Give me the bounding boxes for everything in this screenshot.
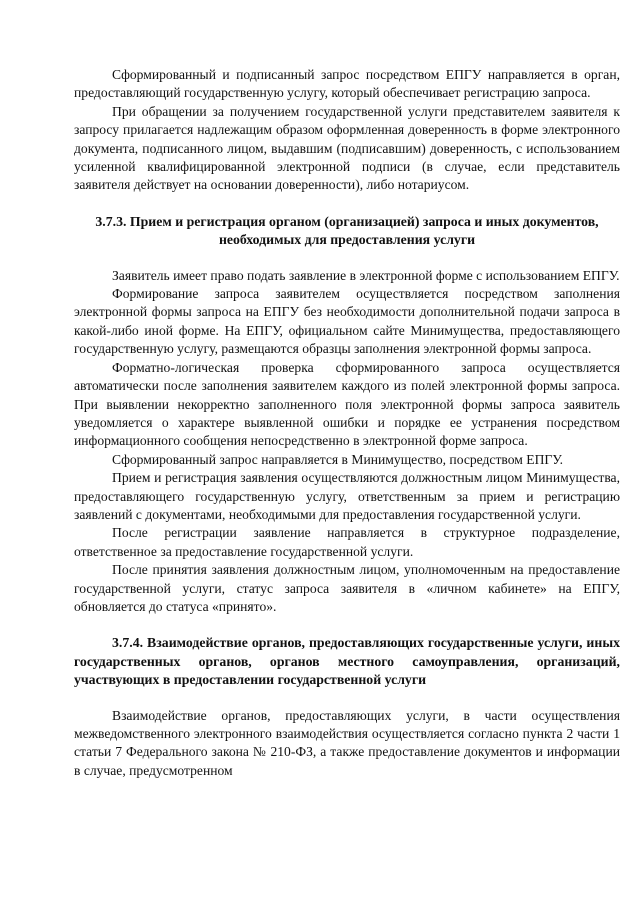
section-heading-3-7-3: 3.7.3. Прием и регистрация органом (организацией) запроса и иных документов, необходимых для предоставления услуги xyxy=(95,213,599,248)
paragraph-interagency-interaction: Взаимодействие органов, предоставляющих услуги, в части осуществления межведомственного электронного взаимодействия осуществляется согласно пункта 2 части 1 статьи 7 Федерального закона № 210-ФЗ, а также предоставление документов и информации в случае, предусмотренном xyxy=(74,707,620,778)
paragraph-request-sent: Сформированный запрос направляется в Минимущество, посредством ЕПГУ. xyxy=(112,451,564,467)
paragraph-applicant-right: Заявитель имеет право подать заявление в электронной форме с использованием ЕПГУ. xyxy=(112,267,620,283)
section-heading-3-7-4: 3.7.4. Взаимодействие органов, предоставляющих государственные услуги, иных государственных органов, органов местного самоуправления, организаций, участвующих в предоставлении государственной услуги xyxy=(74,635,620,688)
paragraph-reception-registration: Прием и регистрация заявления осуществляются должностным лицом Минимущества, предоставляющего государственную услугу, ответственным за прием и регистрацию заявлений с документами, необходимыми для предоставления государственной услуги. xyxy=(74,470,620,522)
paragraph-format-logical-check: Форматно-логическая проверка сформированного запроса осуществляется автоматически после заполнения заявителем каждого из полей электронной формы запроса. При выявлении некорректно заполненного поля электронной формы запроса заявитель уведомляется о характере выявленной ошибки и порядке ее устранения посредством информационного сообщения непосредственно в электронной форме запроса. xyxy=(74,359,620,449)
paragraph-request-forming: Формирование запроса заявителем осуществляется посредством заполнения электронной формы запроса на ЕПГУ без необходимости дополнительной подачи запроса в какой-либо иной форме. На ЕПГУ, официальном сайте Минимущества, предоставляющего государственную услугу, размещаются образцы заполнения электронной формы запроса. xyxy=(74,286,620,357)
paragraph-epgu-submission: Сформированный и подписанный запрос посредством ЕПГУ направляется в орган, предоставляющий государственную услугу, который обеспечивает регистрацию запроса. xyxy=(74,67,620,101)
paragraph-representative-power-of-attorney: При обращении за получением государственной услуги представителем заявителя к запросу прилагается надлежащим образом оформленная доверенность в форме электронного документа, подписанного лицом, выдавшим (подписавшим) доверенность, с использованием усиленной квалифицированной электронной подписи (в случае, если представитель заявителя действует на основании доверенности), либо нотариусом. xyxy=(74,103,620,193)
paragraph-status-accepted: После принятия заявления должностным лицом, уполномоченным на предоставление государственной услуги, статус запроса заявителя в «личном кабинете» на ЕПГУ, обновляется до статуса «принято». xyxy=(74,562,620,614)
paragraph-after-registration: После регистрации заявление направляется в структурное подразделение, ответственное за предоставление государственной услуги. xyxy=(74,525,620,559)
